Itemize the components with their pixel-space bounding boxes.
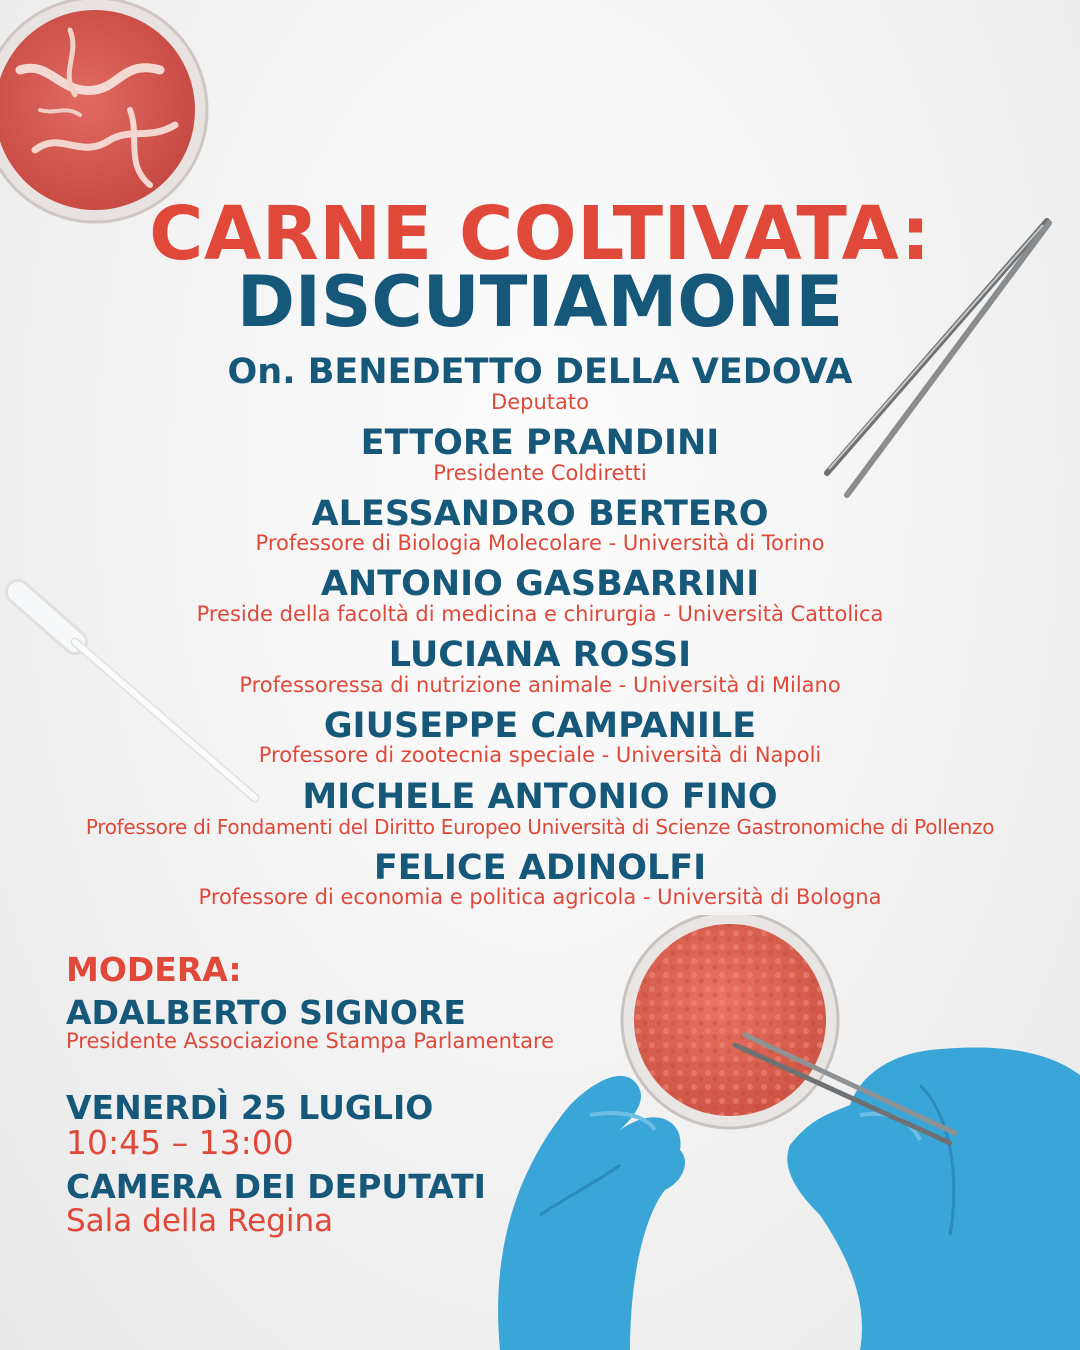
speaker-name: ANTONIO GASBARRINI xyxy=(320,564,760,604)
speaker-name: MICHELE ANTONIO FINO xyxy=(302,777,778,817)
title-line-2: DISCUTIAMONE xyxy=(236,261,844,343)
speaker-name: GIUSEPPE CAMPANILE xyxy=(323,706,757,746)
speaker-name: LUCIANA ROSSI xyxy=(388,635,692,675)
speaker-role: Professoressa di nutrizione animale - Università di Milano xyxy=(239,673,841,697)
event-venue: CAMERA DEI DEPUTATI xyxy=(66,1167,486,1206)
event-date: VENERDÌ 25 LUGLIO xyxy=(66,1088,434,1127)
speaker-name: ALESSANDRO BERTERO xyxy=(311,494,769,534)
speaker-role: Professore di zootecnia speciale - Università di Napoli xyxy=(258,743,822,767)
event-room: Sala della Regina xyxy=(66,1203,334,1239)
title-line-1: CARNE COLTIVATA: xyxy=(149,191,931,277)
event-time: 10:45 – 13:00 xyxy=(66,1123,294,1162)
speaker-role: Deputato xyxy=(491,390,589,414)
speaker-name: FELICE ADINOLFI xyxy=(373,848,707,888)
moderator-label: MODERA: xyxy=(66,950,242,989)
speaker-role: Preside della facoltà di medicina e chirurgia - Università Cattolica xyxy=(196,602,884,626)
moderator-name: ADALBERTO SIGNORE xyxy=(66,993,466,1032)
gloved-hands-icon xyxy=(480,915,1080,1350)
speaker-name: On. BENEDETTO DELLA VEDOVA xyxy=(227,352,853,392)
speaker-name: ETTORE PRANDINI xyxy=(360,423,720,463)
moderator-role: Presidente Associazione Stampa Parlamentare xyxy=(66,1029,555,1053)
speaker-role: Professore di economia e politica agricola - Università di Bologna xyxy=(198,885,882,909)
speaker-role: Professore di Fondamenti del Diritto Europeo Università di Scienze Gastronomiche di Pollenzo xyxy=(85,815,995,839)
speaker-role: Presidente Coldiretti xyxy=(433,461,647,485)
speaker-role: Professore di Biologia Molecolare - Università di Torino xyxy=(255,531,825,555)
